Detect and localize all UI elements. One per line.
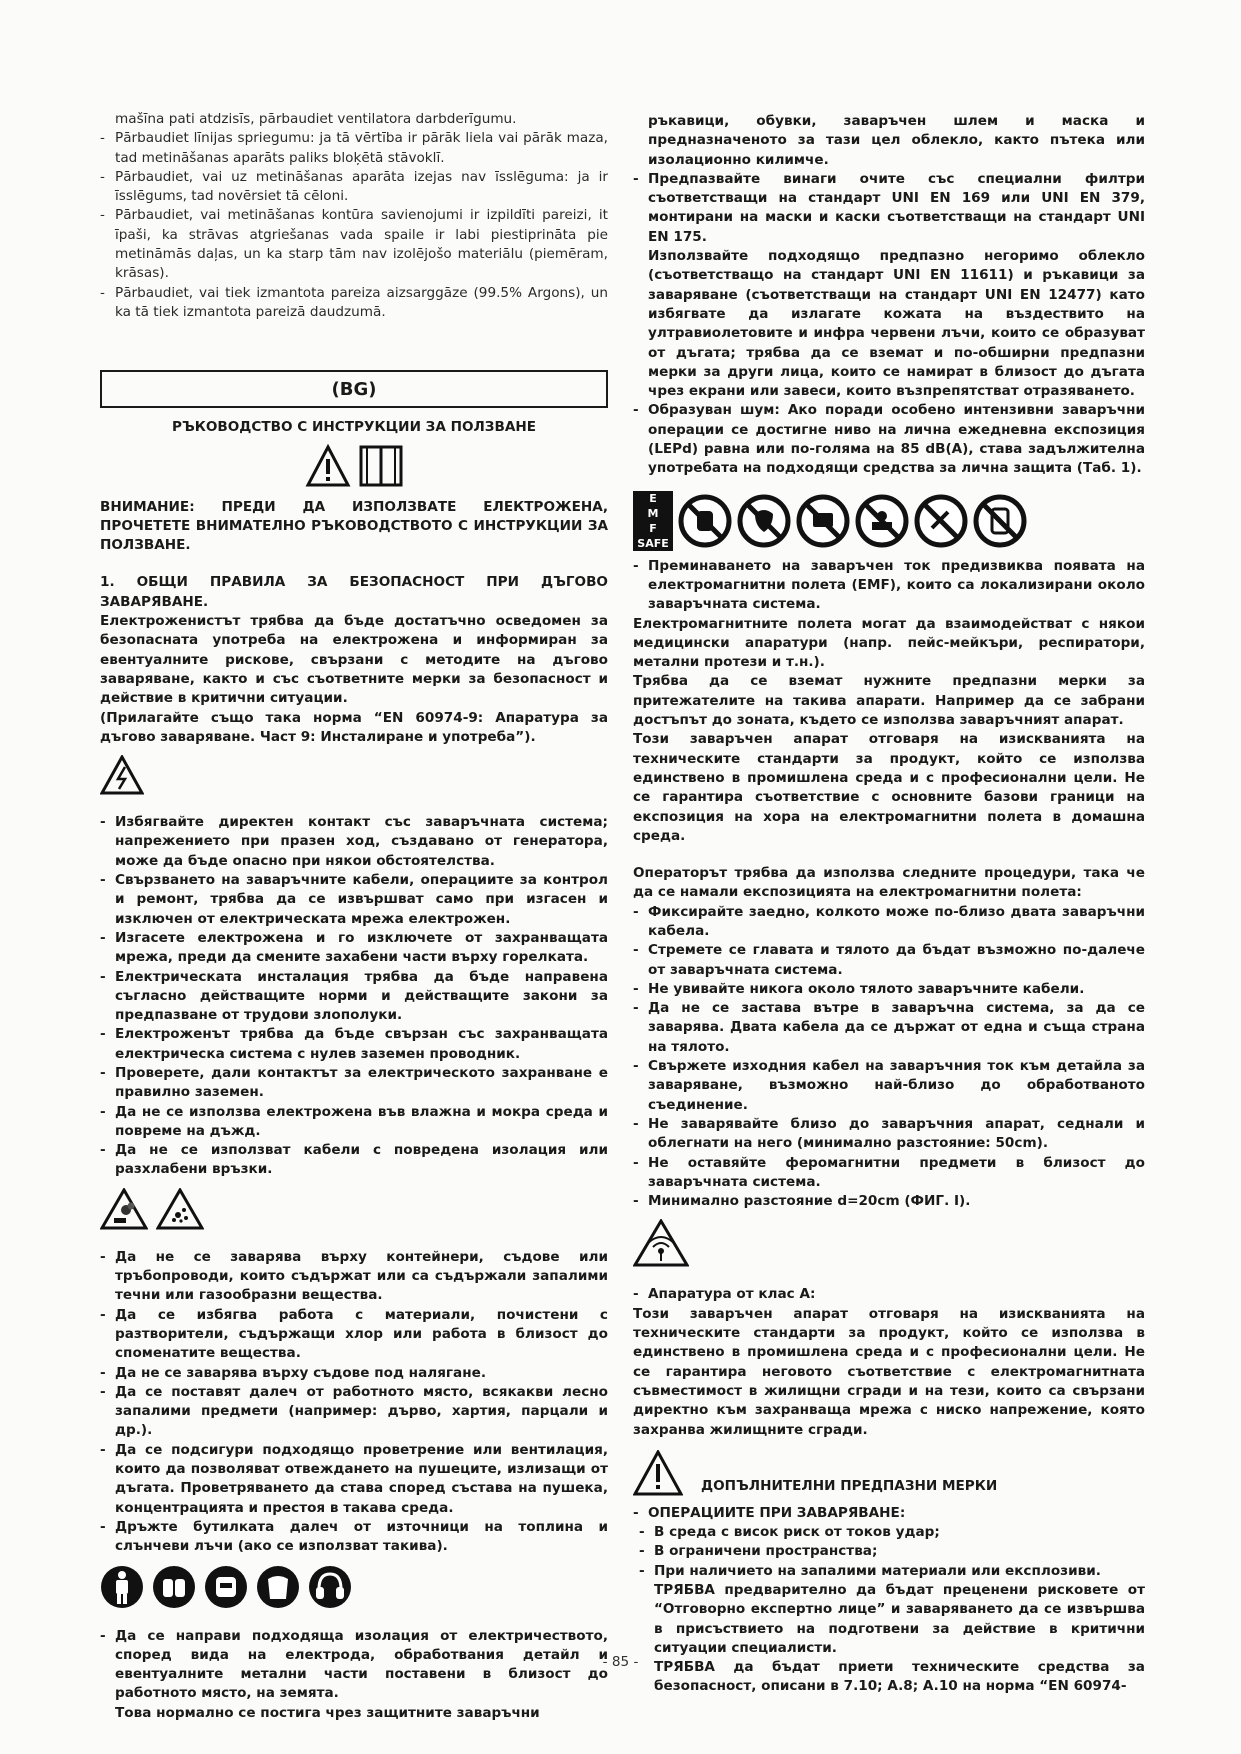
ppe-list <box>100 1627 608 1723</box>
lv-list-item: - Pārbaudiet līnijas spriegumu: ja tā vērtība ir pārāk liela vai pārāk maza, tad metināšanas aparāts paliks bloķētā stāvoklī. <box>100 129 608 168</box>
operator-list-item: - Да не се застава вътре в заваръчна система, за да се заварява. Двата кабела да се държат от една и съща страна на тялото. <box>633 999 1145 1057</box>
extra-precautions-heading-row <box>633 1450 1145 1496</box>
fire-list-item: - Да не се заварява върху съдове под налягане. <box>100 1364 608 1383</box>
warning-text: ВНИМАНИЕ: ПРЕДИ ДА ИЗПОЛЗВАТЕ ЕЛЕКТРОЖЕНА, ПРОЧЕТЕТЕ ВНИМАТЕЛНО РЪКОВОДСТВОТО С ИНСТРУКЦИИ ЗА ПОЛЗВАНЕ. <box>100 498 608 554</box>
operator-list-item: - Минимално разстояние d=20cm (ФИГ. I). <box>633 1192 1145 1211</box>
class-a-paragraph: Този заваръчен апарат отговаря на изискванията на техническите стандарти за продукт, който се използва в единствено в промишлена среда и с професионални цели. Не се гарантира неговото съответствие с електромагнитната съвместимост в жилищни сгради и на тези, които са свързани директно към захранваща мрежа с ниско напрежение, която захранва жилищните сгради. <box>633 1305 1145 1438</box>
extra-list-item: - ОПЕРАЦИИТЕ ПРИ ЗАВАРЯВАНЕ: <box>633 1504 1145 1523</box>
read-manual-icons <box>100 444 608 488</box>
no-devices-icon <box>973 494 1027 548</box>
left-column <box>100 110 608 1723</box>
section-1-paragraph: Електроженистът трябва да бъде достатъчно осведомен за безопасната употреба на електрожена и информиран за евентуалните рискове, свързани с методите на дъгово заваряване, както и със съответните мерки за безопасност и действие в критични ситуации. <box>100 613 608 707</box>
section-label: (BG) <box>331 378 377 400</box>
warning-triangle-icon <box>633 1450 683 1496</box>
extra-paragraph: ТРЯБВА да бъдат приети техническите средства за безопасност, описани в 7.10; A.8; A.10 на норма “EN 60974- <box>654 1659 1145 1695</box>
electric-list-item: - Да не се използват кабели с повредена изолация или разхлабени връзки. <box>100 1141 608 1180</box>
extra-list-item: - При наличието на запалими материали или експлозиви. <box>639 1562 1145 1581</box>
operator-list-item: - Свържете изходния кабел на заваръчния ток към детайла за заваряване, възможно най-близо до обработваното съединение. <box>633 1057 1145 1115</box>
extra-paragraph: ТРЯБВА предварително да бъдат преценени рисковете от “Отговорно експертно лице” и заваряването да се извършва в присъствието на подготвени за действие в критични ситуации специалисти. <box>654 1582 1145 1656</box>
electric-list-item: - Да не се използва електрожена във влажна и мокра среда и повреме на дъжд. <box>100 1103 608 1142</box>
operator-list-item: - Не увивайте никога около тялото заваръчните кабели. <box>633 980 1145 999</box>
no-metal-objects-icon <box>796 494 850 548</box>
latvian-checklist <box>100 110 608 322</box>
extra-precautions-heading: ДОПЪЛНИТЕЛНИ ПРЕДПАЗНИ МЕРКИ <box>701 1477 998 1494</box>
emf-item: - Преминаването на заваръчен ток предизвиква появата на електромагнитни полета (EMF), които са локализирани около заваръчната система. <box>633 557 1145 615</box>
non-ionizing-radiation-icon <box>633 1219 689 1267</box>
standard-note: (Прилагайте също така норма “EN 60974-9: Апаратура за дъгово заваряване. Част 9: Инсталиране и употреба”). <box>100 709 608 745</box>
eye-filter-item: - Предпазвайте винаги очите със специални филтри съответстващи на стандарт UNI EN 169 или UNI EN 379, монтирани на маски и каски съответстващи на стандарт UNI EN 175. <box>633 170 1145 247</box>
welding-mask-icon <box>204 1565 248 1609</box>
electric-list-item: - Електроженът трябва да бъде свързан със захранващата електрическа система с нулев заземен проводник. <box>100 1025 608 1064</box>
clothing-paragraph: Използвайте подходящо предпазно негоримо облекло (съответстващо на стандарт UNI EN 11611) и ръкавици за заваряване (съответстващи на стандарт UNI EN 12477) като избягвате да излагате кожата на въздествито на ултравиолетовите и инфра червени лъчи, които се образуват от дъгата; трябва да се вземат и по-обширни предпазни мерки за други лица, които се намират в близост до дъгата чрез екрани или завеси, които възпрепятстват отразяването. <box>648 248 1145 400</box>
no-watch-icon <box>855 494 909 548</box>
face-shield-icon <box>256 1565 300 1609</box>
radiation-icon-row <box>633 1219 1145 1267</box>
ppe-continuation: Това нормално се постига чрез защитните заваръчни <box>115 1704 540 1721</box>
fumes-hazard-icon <box>100 1188 148 1230</box>
no-pacemaker-icon <box>678 494 732 548</box>
lv-list-item: - Pārbaudiet, vai metināšanas kontūra savienojumi ir izpildīti pareizi, it īpaši, ka strāvas atgriešanas vada spaile ir labi piestiprināta pie metināmās daļas, un ka starp tām nav izolējošo materiālu (piemēram, krāsas). <box>100 206 608 283</box>
no-implant-icon <box>737 494 791 548</box>
ear-protection-icon <box>308 1565 352 1609</box>
emf-paragraph: Този заваръчен апарат отговаря на изискванията на техническите стандарти за продукт, който се използва единствено в промишлена среда и с професионални цели. Не се гарантира съответствие с основните базови граници на експозиция на хора на електромагнитни полета в домашна среда. <box>633 731 1145 844</box>
emf-safe-badge-icon <box>633 491 673 551</box>
ppe-continuation-right: ръкавици, обувки, заваръчен шлем и маска и предназначеното за тази цел облекло, както пътека или изолационно килимче. <box>648 113 1145 168</box>
noise-item: - Образуван шум: Ако поради особено интензивни заваръчни операции се достигне ниво на лична ежедневна експозиция (LEPd) равна или по-голяма на 85 dB(A), става задължителна употребата на подходящи средства за лична защита (Таб. 1). <box>633 401 1145 478</box>
extra-list-item: - В среда с висок риск от токов удар; <box>639 1523 1145 1542</box>
electric-list-item: - Избягвайте директен контакт със заваръчната система; напрежението при празен ход, създавано от генератора, може да бъде опасно при някои обстоятелства. <box>100 813 608 871</box>
operator-list-item: - Не заварявайте близо до заваръчния апарат, седнали и облегнати на него (минимално разстояние: 50cm). <box>633 1115 1145 1154</box>
fire-list-item: - Да се поставят далеч от работното място, всякакви лесно запалими предмети (например: дърво, хартия, парцали и др.). <box>100 1383 608 1441</box>
operator-procedure-list <box>633 903 1145 1212</box>
no-tools-icon <box>914 494 968 548</box>
explosion-hazard-icon <box>156 1188 204 1230</box>
emf-safe-label: SAFE <box>637 536 669 550</box>
warning-triangle-icon <box>305 444 351 488</box>
class-a-item: - Апаратура от клас А: <box>633 1285 1145 1304</box>
electric-hazard-icon-row <box>100 755 608 795</box>
emf-paragraph: Електромагнитните полета могат да взаимодействат с някои медицински апаратури (напр. пейс-мейкъри, респиратори, метални протези и т.н.). <box>633 615 1145 671</box>
language-section-box <box>100 370 608 408</box>
ppe-icon-row <box>100 1565 608 1609</box>
right-column <box>633 112 1145 1697</box>
lv-list-item: - Pārbaudiet, vai tiek izmantota pareiza aizsarggāze (99.5% Argons), un ka tā tiek izmantota pareizā daudzumā. <box>100 284 608 323</box>
electric-list-item: - Свързването на заваръчните кабели, операциите за контрол и ремонт, трябва да се извършват само при изгасен и изключен от електрическата мрежа електрожен. <box>100 871 608 929</box>
operator-intro: Операторът трябва да използва следните процедури, така че да се намали експозицията на електромагнитни полета: <box>633 865 1145 901</box>
section-1-heading: 1. ОБЩИ ПРАВИЛА ЗА БЕЗОПАСНОСТ ПРИ ДЪГОВО ЗАВАРЯВАНЕ. <box>100 574 608 610</box>
operator-list-item: - Стремете се главата и тялото да бъдат възможно по-далече от заваръчната система. <box>633 941 1145 980</box>
electric-list-item: - Изгасете електрожена и го изключете от захранващата мрежа, преди да смените захабени части върху горелката. <box>100 929 608 968</box>
operator-list-item: - Фиксирайте заедно, колкото може по-близо двата заваръчни кабела. <box>633 903 1145 942</box>
fire-list-item: - Дръжте бутилката далеч от източници на топлина и слънчеви лъчи (ако се използват такива). <box>100 1518 608 1557</box>
electric-hazard-icon <box>100 755 144 795</box>
emf-letter: M <box>647 506 659 520</box>
ppe-list-item: - Да се направи подходяща изолация от електричеството, според вида на електрода, обработвания детайл и евентуалните метални части поставени в близост до работното място, на земята. <box>100 1627 608 1704</box>
emf-paragraph: Трябва да се вземат нужните предпазни мерки за притежателите на такива апарати. Например да се забрани достъпът до зоната, където се използва заваръчният апарат. <box>633 673 1145 729</box>
manual-book-icon <box>359 444 403 488</box>
emf-letter: F <box>649 521 657 535</box>
operator-list-item: - Не оставяйте феромагнитни предмети в близост до заваръчната система. <box>633 1154 1145 1193</box>
electric-safety-list <box>100 813 608 1180</box>
fire-list-item: - Да не се заварява върху контейнери, съдове или тръбопроводи, които съдържат или са съдържали запалими течни или газообразни вещества. <box>100 1248 608 1306</box>
protective-suit-icon <box>100 1565 144 1609</box>
gloves-icon <box>152 1565 196 1609</box>
page-number: - 85 - <box>602 1654 639 1670</box>
fire-list-item: - Да се подсигури подходящо проветрение или вентилация, които да позволяват отвеждането на пушеците, излизащи от дъгата. Проветряването да става според състава на пушека, концентрацията и престоя в такава среда. <box>100 1441 608 1518</box>
emf-letter: E <box>649 491 657 505</box>
electric-list-item: - Проверете, дали контактът за електрическото захранване е правилно заземен. <box>100 1064 608 1103</box>
fire-list-item: - Да се избягва работа с материали, почистени с разтворители, съдържащи хлор или работа в близост до споменатите вещества. <box>100 1306 608 1364</box>
emf-icon-row <box>633 491 1145 551</box>
extra-precautions-list <box>633 1504 1145 1581</box>
manual-title: РЪКОВОДСТВО С ИНСТРУКЦИИ ЗА ПОЛЗВАНЕ <box>171 419 537 436</box>
fire-hazard-icon-row <box>100 1188 608 1230</box>
lv-continuation: mašīna pati atdzisīs, pārbaudiet ventilatora darbderīgumu. <box>115 111 517 127</box>
electric-list-item: - Електрическата инсталация трябва да бъде направена съгласно действащите норми и действащите закони за предпазване от трудови злополуки. <box>100 968 608 1026</box>
lv-list-item: - Pārbaudiet, vai uz metināšanas aparāta izejas nav īsslēguma: ja ir īsslēgums, tad novērsiet tā cēloni. <box>100 168 608 207</box>
fire-safety-list <box>100 1248 608 1557</box>
extra-list-item: - В ограничени пространства; <box>639 1542 1145 1561</box>
